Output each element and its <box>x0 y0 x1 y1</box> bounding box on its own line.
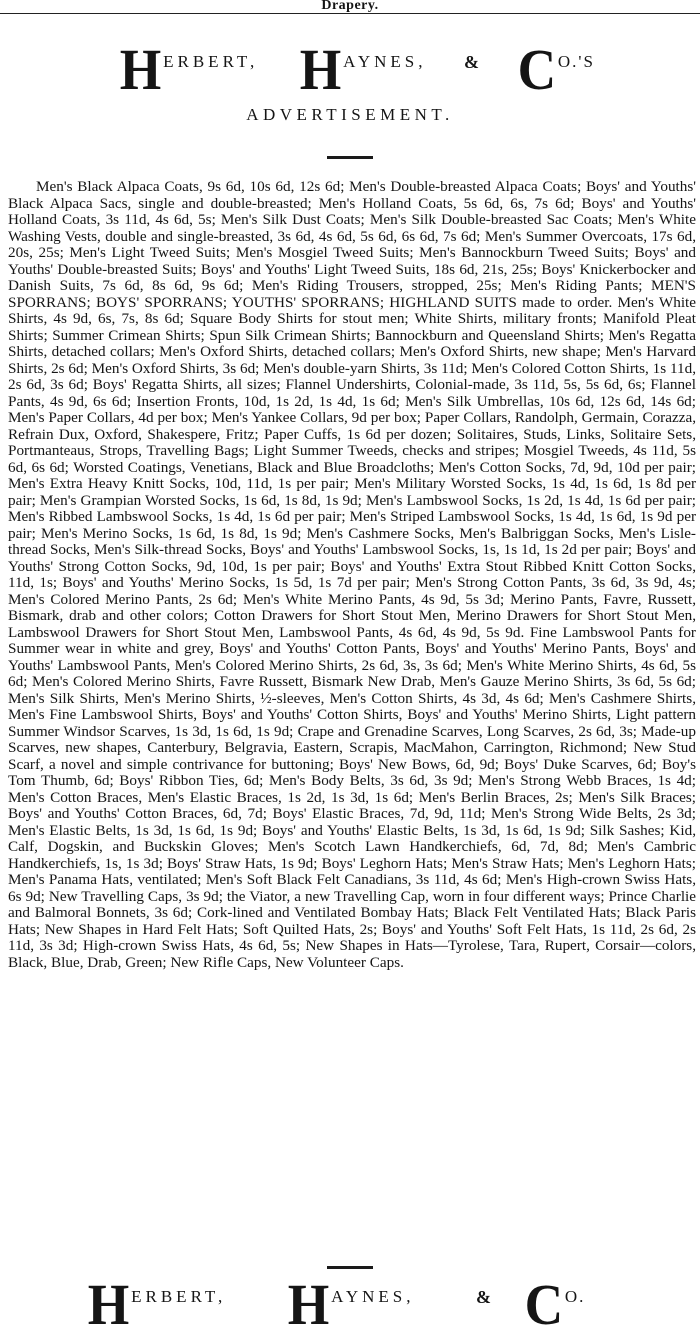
word-rest: AYNES, <box>331 1287 415 1306</box>
word-rest: O. <box>564 1287 586 1306</box>
word-rest: ERBERT, <box>131 1287 227 1306</box>
firm-word-herbert <box>86 1272 227 1337</box>
firm-word-co <box>523 1272 586 1337</box>
drop-cap: H <box>87 1272 130 1337</box>
top-rule <box>0 13 700 14</box>
drop-cap: H <box>299 37 342 102</box>
section-heading: Drapery. <box>321 0 379 12</box>
firm-name-header <box>0 37 700 102</box>
drop-cap: C <box>524 1272 564 1337</box>
word-rest: O.'S <box>557 52 595 71</box>
word-rest: AYNES, <box>343 52 427 71</box>
drop-cap: C <box>517 37 557 102</box>
drop-cap: H <box>119 37 162 102</box>
ampersand: & <box>476 1287 491 1307</box>
ampersand: & <box>464 52 479 72</box>
word-rest: ERBERT, <box>163 52 259 71</box>
firm-name-footer <box>0 1272 700 1337</box>
advertisement-title: ADVERTISEMENT. <box>246 105 454 124</box>
firm-word-co <box>516 37 595 102</box>
drop-cap: H <box>287 1272 330 1337</box>
advertisement-body: Men's Black Alpaca Coats, 9s 6d, 10s 6d, 12s 6d; Men's Double-breasted Alpaca Coats; Boys' and Youths' Black Alpaca Sacs, single and double-breasted; Men's Holland Coats, 5s 6d, 6s, 7s 6d; Boys' and Youths' Holland Coats, 3s 11d, 4s 6d, 5s; Men's Silk Dust Coats; Men's Silk Double-breasted Sac Coats; Men's White Washing Vests, double and single-breasted, 3s 6d, 4s 6d, 5s 6d, 6s 6d, 7s 6d; Men's Summer Overcoats, 17s 6d, 20s, 25s; Men's Light Tweed Suits; Men's Mosgiel Tweed Suits; Men's Bannockburn Tweed Suits; Boys' and Youths' Double-breasted Suits; Boys' and Youths' Light Tweed Suits, 18s 6d, 21s, 25s; Boys' Knickerbocker and Danish Suits, 7s 6d, 8s 6d, 9s 6d; Men's Riding Trousers, stropped, 25s; Men's Riding Pants; MEN'S SPORRANS; BOYS' SPORRANS; YOUTHS' SPORRANS; HIGHLAND SUITS made to order. Men's White Shirts, 4s 9d, 6s, 7s, 8s 6d; Square Body Shirts for stout men; White Shirts, military fronts; Manifold Pleat Shirts; Summer Crimean Shirts; Spun Silk Crimean Shirts; Bannockburn and Queensland Shirts; Men's Regatta Shirts, detached collars; Men's Oxford Shirts, detached collars; Men's Oxford Shirts, new shape; Men's Harvard Shirts, 2s 6d; Men's Oxford Shirts, 3s 6d; Men's double-yarn Shirts, 3s 11d; Men's Colored Cotton Shirts, 1s 11d, 2s 6d, 3s 6d; Boys' Regatta Shirts, all sizes; Flannel Undershirts, Colonial-made, 3s 11d, 5s, 5s 6d, 6s; Flannel Pants, 4s 9d, 6s 6d; Insertion Fronts, 10d, 1s 2d, 1s 4d, 1s 6d; Men's Silk Umbrellas, 10s 6d, 12s 6d, 14s 6d; Men's Paper Collars, 4d per box; Men's Yankee Collars, 9d per box; Paper Collars, Randolph, Germain, Corazza, Refrain Dux, Oxford, Shakespere, Fritz; Paper Cuffs, 1s 6d per dozen; Solitaires, Studs, Links, Solitaire Sets, Portmanteaus, Strops, Travelling Bags; Light Summer Tweeds, checks and stripes; Mosgiel Tweeds, 4s 11d, 5s 6d, 6s 6d; Worsted Coatings, Venetians, Black and Blue Broadcloths; Men's Cotton Socks, 7d, 9d, 10d per pair; Men's Extra Heavy Knitt Socks, 10d, 11d, 1s per pair; Men's Military Worsted Socks, 1s 4d, 1s 6d, 1s 8d per pair; Men's Grampian Worsted Socks, 1s 6d, 1s 8d, 1s 9d; Men's Lambswool Socks, 1s 2d, 1s 4d, 1s 6d per pair; Men's Ribbed Lambswool Socks, 1s 4d, 1s 6d per pair; Men's Striped Lambswool Socks, 1s 4d, 1s 6d, 1s 9d per pair; Men's Merino Socks, 1s 6d, 1s 8d, 1s 9d; Men's Cashmere Socks, Men's Balbriggan Socks, Men's Lisle-thread Socks, Men's Silk-thread Socks, Boys' and Youths' Lambswool Socks, 1s, 1s 1d, 1s 2d per pair; Boys' and Youths' Strong Cotton Socks, 9d, 10d, 1s per pair; Boys' and Youths' Extra Stout Ribbed Knitt Cotton Socks, 11d, 1s; Boys' and Youths' Merino Socks, 1s 5d, 1s 7d per pair; Men's Strong Cotton Pants, 3s 6d, 3s 9d, 4s; Men's Colored Merino Pants, 2s 6d; Men's White Merino Pants, 4s 9d, 5s 3d; Merino Pants, Favre, Russett, Bismark, drab and other colors; Cotton Drawers for Short Stout Men, Merino Drawers for Short Stout Men, Lambswool Drawers for Short Stout Men, Lambswool Pants, 4s 6d, 4s 9d, 5s 9d. Fine Lambswool Pants for Summer wear in white and grey, Boys' and Youths' Cotton Pants, Boys' and Youths' Merino Pants, Boys' and Youths' Lambswool Pants, Men's Colored Merino Shirts, 2s 6d, 3s, 3s 6d; Men's White Merino Shirts, 4s 6d, 5s 6d; Men's Colored Merino Shirts, Favre Russett, Bismark New Drab, Men's Gauze Merino Shirts, 3s 6d, 5s 6d; Men's Silk Shirts, Men's Merino Shirts, ½-sleeves, Men's Cotton Shirts, 4s 3d, 4s 6d; Men's Cashmere Shirts, Men's Fine Lambswool Shirts, Boys' and Youths' Cotton Shirts, Boys' and Youths' Merino Shirts, Light pattern Summer Windsor Scarves, 1s 3d, 1s 6d, 1s 9d; Crape and Grenadine Scarves, Long Scarves, 2s 6d, 3s; Made-up Scarves, new shapes, Canterbury, Belgravia, Eastern, Scrapis, MacMahon, Carrington, Richmond; New Stud Scarf, a novel and simple contrivance for buttoning; Boys' New Bows, 6d, 9d; Boys' Duke Scarves, 6d; Boy's Tom Thumb, 6d; Boys' Ribbon Ties, 6d; Men's Body Belts, 3s 6d, 3s 9d; Men's Strong Webb Braces, 1s 4d; Men's Cotton Braces, Men's Elastic Braces, 1s 2d, 1s 3d, 1s 6d; Men's Berlin Braces, 2s; Men's Silk Braces; Boys' and Youths' Cotton Braces, 6d, 7d; Boys' Elastic Braces, 7d, 9d, 11d; Men's Strong Wide Belts, 2s 3d; Men's Elastic Belts, 1s 3d, 1s 6d, 1s 9d; Boys' and Youths' Elastic Belts, 1s 3d, 1s 6d, 1s 9d; Silk Sashes; Kid, Calf, Dogskin, and Buckskin Gloves; Men's Scotch Lawn Handkerchiefs, 6d, 7d, 8d; Men's Cambric Handkerchiefs, 1s, 1s 3d; Boys' Straw Hats, 1s 9d; Boys' Leghorn Hats; Men's Straw Hats; Men's Leghorn Hats; Men's Panama Hats, ventilated; Men's Soft Black Felt Canadians, 3s 11d, 4s 6d; Men's High-crown Swiss Hats, 6s 9d; New Travelling Caps, 3s 9d; the Viator, a new Travelling Cap, worn in four different ways; Prince Charlie and Balmoral Bonnets, 3s 6d; Cork-lined and Ventilated Bombay Hats; Black Felt Ventilated Hats; Black Paris Hats; New Shapes in Hard Felt Hats; Soft Quilted Hats, 2s; Boys' and Youths' Soft Felt Hats, 1s 11d, 2s 6d, 2s 11d, 3s 3d; High-crown Swiss Hats, 4s 6d, 5s; New Shapes in Hats—Tyrolese, Tara, Rupert, Corsair—colors, Black, Blue, Drab, Green; New Rifle Caps, New Volunteer Caps. <box>8 179 696 971</box>
firm-word-haynes <box>286 1272 415 1337</box>
firm-word-herbert <box>118 37 259 102</box>
divider-rule <box>327 156 373 159</box>
firm-word-haynes <box>298 37 427 102</box>
divider-rule <box>327 1266 373 1269</box>
